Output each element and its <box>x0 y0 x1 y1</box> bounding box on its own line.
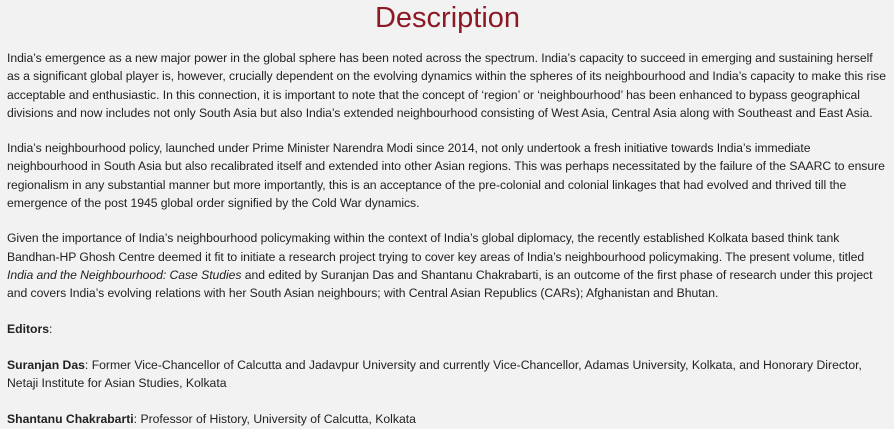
editors-heading <box>7 320 888 338</box>
editor-separator: : <box>84 357 92 372</box>
paragraph-3-text-end: and edited by Suranjan Das and Shantanu Chakrabarti, is an outcome of the first phase of research under this project and covers India’s evolving relations with her South Asian neighbours; with Central Asian Republics (CARs); Afghanistan and Bhutan. <box>7 267 873 301</box>
book-title: India and the Neighbourhood: Case Studies <box>7 267 242 282</box>
section-title: Description <box>374 2 521 34</box>
editors-heading-colon: : <box>48 321 53 336</box>
editor-entry <box>7 356 888 393</box>
description-paragraph-3 <box>7 229 888 302</box>
editor-entry <box>7 410 888 428</box>
editor-bio: Former Vice-Chancellor of Calcutta and Jadavpur University and currently Vice-Chancellor, Adamas University, Kolkata, and Honorary Director, Netaji Institute for Asian Studies, Kolkata <box>7 357 862 391</box>
editor-name: Suranjan Das <box>7 357 85 372</box>
editor-separator: : <box>133 412 141 427</box>
editor-name: Shantanu Chakrabarti <box>7 412 134 427</box>
editors-heading-label: Editors <box>7 321 49 336</box>
paragraph-3-text-start: Given the importance of India’s neighbourhood policymaking within the context of India’s global diplomacy, the recently established Kolkata based think tank Bandhan-HP Ghosh Centre deemed it fit to initiate a research project trying to cover key areas of India’s neighbourhood policymaking. The present volume, titled <box>7 231 865 264</box>
editor-bio: Professor of History, University of Calcutta, Kolkata <box>140 412 416 427</box>
description-paragraph-2: India’s neighbourhood policy, launched under Prime Minister Narendra Modi since 2014, not only undertook a fresh initiative towards India’s immediate neighbourhood in South Asia but also recalibrated itself and extended into other Asian regions. This was perhaps necessitated by the failure of the SAARC to ensure regionalism in any substantial manner but more importantly, this is an acceptance of the pre-colonial and colonial linkages that had evolved and thrived till the emergence of the post 1945 global order signified by the Cold War dynamics. <box>7 141 885 211</box>
description-paragraph-1: India’s emergence as a new major power in the global sphere has been noted across the spectrum. India’s capacity to succeed in emerging and sustaining herself as a significant global player is, however, crucially dependent on the evolving dynamics within the spheres of its neighbourhood and India’s capacity to make this rise acceptable and enthusiastic. In this connection, it is important to note that the concept of ‘region’ or ‘neighbourhood’ has been enhanced to bypass geographical divisions and now includes not only South Asia but also India’s extended neighbourhood consisting of West Asia, Central Asia along with Southeast and East Asia. <box>7 51 886 120</box>
